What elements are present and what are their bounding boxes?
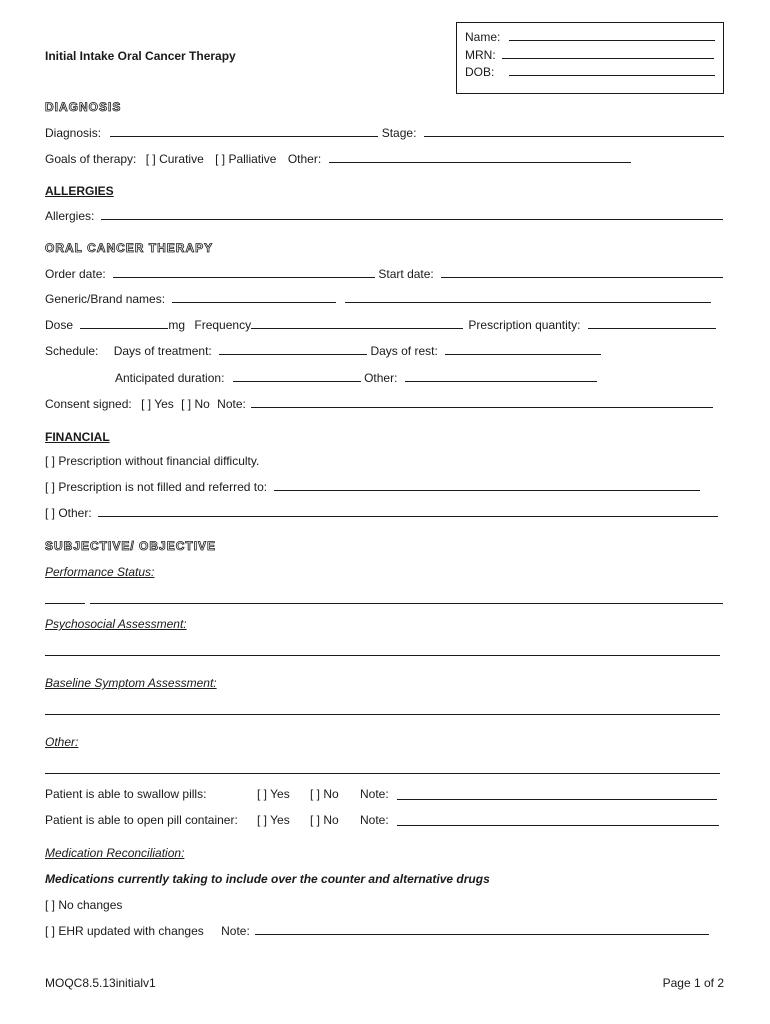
subjective-other-label: Other: — [45, 735, 79, 749]
ehr-updated-checkbox[interactable]: [ ] EHR updated with changes — [45, 924, 204, 938]
days-of-rest-blank[interactable] — [445, 343, 601, 355]
schedule-row — [45, 343, 601, 359]
order-date-blank[interactable] — [113, 266, 375, 278]
mg-label: mg — [168, 318, 186, 332]
mrn-blank[interactable] — [502, 47, 714, 59]
prescription-quantity-label: Prescription quantity: — [468, 318, 581, 332]
start-date-blank[interactable] — [441, 266, 723, 278]
financial-not-filled-row — [45, 479, 700, 495]
prescription-quantity-blank[interactable] — [588, 317, 716, 329]
subjective-other-blank[interactable] — [45, 773, 720, 774]
psychosocial-blank[interactable] — [45, 655, 720, 656]
brand-name-blank[interactable] — [345, 291, 711, 303]
generic-name-blank[interactable] — [172, 291, 336, 303]
order-date-label: Order date: — [45, 267, 106, 281]
anticipated-duration-blank[interactable] — [233, 370, 361, 382]
consent-label: Consent signed: — [45, 397, 132, 411]
allergies-heading: ALLERGIES — [45, 184, 114, 198]
frequency-label: Frequency — [194, 318, 252, 332]
consent-note-label: Note: — [217, 397, 246, 411]
open-container-label: Patient is able to open pill container: — [45, 813, 238, 827]
swallow-note-label: Note: — [360, 787, 389, 801]
referred-to-blank[interactable] — [274, 479, 700, 491]
frequency-blank[interactable] — [251, 317, 463, 329]
swallow-label: Patient is able to swallow pills: — [45, 787, 207, 801]
baseline-symptom-label: Baseline Symptom Assessment: — [45, 676, 217, 690]
financial-other-row — [45, 505, 718, 521]
dose-label: Dose — [45, 318, 74, 332]
schedule-label: Schedule: — [45, 344, 99, 358]
order-date-row — [45, 266, 723, 282]
stage-label: Stage: — [381, 126, 417, 140]
generic-brand-row — [45, 291, 711, 307]
days-of-treatment-label: Days of treatment: — [113, 344, 212, 358]
days-of-rest-label: Days of rest: — [370, 344, 438, 358]
open-container-row — [45, 812, 389, 828]
diagnosis-heading: DIAGNOSIS — [45, 100, 122, 114]
financial-no-difficulty-checkbox[interactable]: [ ] Prescription without financial difficulty. — [45, 454, 260, 468]
financial-other-checkbox[interactable]: [ ] Other: — [45, 506, 92, 520]
allergies-label: Allergies: — [45, 209, 95, 223]
ehr-note-label: Note: — [221, 924, 250, 938]
duration-other-blank[interactable] — [405, 370, 597, 382]
page-number: Page 1 of 2 — [662, 976, 724, 990]
diagnosis-row — [45, 125, 724, 141]
form-title: Initial Intake Oral Cancer Therapy — [45, 49, 236, 63]
goals-label: Goals of therapy: — [45, 152, 137, 166]
generic-brand-label: Generic/Brand names: — [45, 292, 166, 306]
performance-status-label: Performance Status: — [45, 565, 155, 579]
dob-blank[interactable] — [509, 64, 715, 76]
palliative-checkbox[interactable]: [ ] Palliative — [215, 152, 277, 166]
ehr-updated-row — [45, 923, 709, 939]
swallow-yes-checkbox[interactable]: [ ] Yes — [257, 787, 290, 801]
no-changes-checkbox[interactable]: [ ] No changes — [45, 898, 123, 912]
swallow-note-blank[interactable] — [397, 788, 717, 800]
mrn-field[interactable] — [465, 47, 714, 63]
performance-status-blank[interactable] — [90, 603, 723, 604]
goals-other-blank[interactable] — [329, 151, 631, 163]
ehr-note-blank[interactable] — [255, 923, 709, 935]
open-container-no-checkbox[interactable]: [ ] No — [310, 813, 339, 827]
performance-status-short-blank[interactable] — [45, 603, 85, 604]
oral-therapy-heading: ORAL CANCER THERAPY — [45, 241, 214, 255]
swallow-no-checkbox[interactable]: [ ] No — [310, 787, 339, 801]
consent-row — [45, 396, 713, 412]
name-label: Name: — [465, 30, 501, 44]
curative-checkbox[interactable]: [ ] Curative — [145, 152, 204, 166]
baseline-symptom-blank[interactable] — [45, 714, 720, 715]
consent-yes-checkbox[interactable]: [ ] Yes — [141, 397, 174, 411]
consent-note-blank[interactable] — [251, 396, 713, 408]
days-of-treatment-blank[interactable] — [219, 343, 367, 355]
mrn-label: MRN: — [465, 48, 496, 62]
medication-reconciliation-label: Medication Reconciliation: — [45, 846, 185, 860]
diagnosis-blank[interactable] — [110, 125, 378, 137]
duration-row — [115, 370, 597, 386]
financial-not-filled-checkbox[interactable]: [ ] Prescription is not filled and referred to: — [45, 480, 268, 494]
allergies-blank[interactable] — [101, 208, 723, 220]
financial-heading: FINANCIAL — [45, 430, 110, 444]
open-container-note-blank[interactable] — [397, 814, 719, 826]
anticipated-duration-label: Anticipated duration: — [115, 371, 225, 385]
dose-row — [45, 317, 716, 333]
duration-other-label: Other: — [364, 371, 398, 385]
medications-current-label: Medications currently taking to include over the counter and alternative drugs — [45, 872, 490, 886]
dob-label: DOB: — [465, 65, 495, 79]
swallow-row — [45, 786, 389, 802]
consent-no-checkbox[interactable]: [ ] No — [181, 397, 210, 411]
psychosocial-label: Psychosocial Assessment: — [45, 617, 187, 631]
open-container-note-label: Note: — [360, 813, 389, 827]
dob-field[interactable] — [465, 64, 715, 80]
form-code: MOQC8.5.13initialv1 — [45, 976, 156, 990]
dose-blank[interactable] — [80, 317, 168, 329]
allergies-row — [45, 208, 723, 224]
stage-blank[interactable] — [424, 125, 724, 137]
open-container-yes-checkbox[interactable]: [ ] Yes — [257, 813, 290, 827]
diagnosis-label: Diagnosis: — [45, 126, 102, 140]
financial-other-blank[interactable] — [98, 505, 718, 517]
goals-row — [45, 151, 631, 167]
name-blank[interactable] — [509, 29, 715, 41]
start-date-label: Start date: — [378, 267, 434, 281]
goals-other-label: Other: — [287, 152, 322, 166]
name-field[interactable] — [465, 29, 715, 45]
subjective-heading: SUBJECTIVE/ OBJECTIVE — [45, 539, 217, 553]
